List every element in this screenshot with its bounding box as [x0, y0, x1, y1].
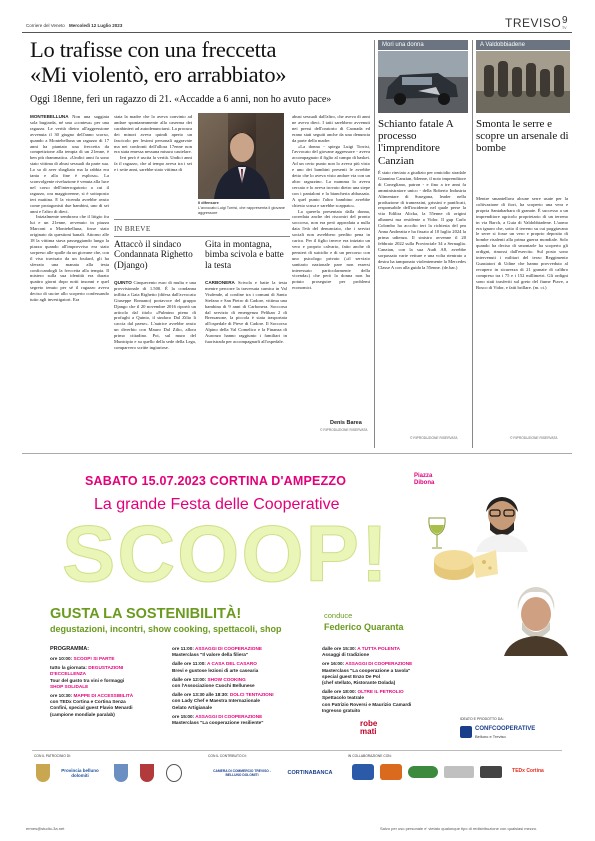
- main-col1-text: Non una saggiata sola bugiarda, né una «contesa» per una ragazza. Le verità dietro all'aggressione avvenuta il 30 giugno dell'anno scorso, quando a Montebelluna un ragazzo di 17 anni ha piantato una freccetta da competizione alla tempia di un 21enne, è ben più drammatica. «Undici anni fa sono stato vittima di abusi sessuali da parte sua. Lo so di aver sbagliato ma la rabbia era tanta e alla fine è esplosa». La sconvolgente rivelazione è venuta alla luce nel corso dell'interrogatorio a cui il ragazzo, ora maggiorenne, si è sottoposto ieri mattina. E la vicenda avrebbe avuto come protagonisti due bambini, uno di sei anni e l'altro di dieci.: [30, 114, 109, 214]
- ad-square: Piazza Dibona: [414, 473, 435, 486]
- side2-text: Mentre smantellava alcune serre usate per la coltivazione di fiori, ha scoperto una vera e propria Santabarbara di granate. È successo a un imprenditore agricolo proprietario di un terreno in via Barch, a Guia di Valdobbiadene. L'uomo era ignaro che, sotto il terreno su cui poggiavano le serre si fosse un vero e proprio deposito di bombe risalenti alla prima guerra mondiale. Solo quando ha deciso di smontarle ha scoperto gli ordigni, rimossi dall'esercito. Sul posto sono intervenuti i militari del terzo Reggimento Guastatori di Udine che hanno provveduto al recupero in sicurezza di 21 granate di calibro compreso tra i 75 e i 152 millimetri. Gli ordigni sono stati trasferiti sul greto del fiume Piave, a Bosco di Vidor, e fatti brillare.: [476, 196, 568, 290]
- main-copyright: © RIPRODUZIONE RISERVATA: [320, 428, 368, 432]
- chef-portrait-icon: [470, 490, 534, 552]
- schedule-event: ASSAGGI DI COOPERAZIONE: [195, 713, 263, 719]
- schedule-time: dalle ore 12:00:: [172, 676, 208, 682]
- side1-copyright: © RIPRODUZIONE RISERVATA: [410, 436, 458, 440]
- brief1-text: Cinquecento euro di multa e una provvisionale di 1.500. È la condanna inflitta a Gaia Righetto (difesa dall'avvocato Giuseppe Romano) portavoce del gruppo Django che il 20 novembre 2016 riportò un articolo dal titolo «Pulmino pieno di profughi a Quinto, il sindaco Dal Zilio li caccia dal paese». L'autrice avrebbe avuto un diverbio con Mauro Dal Zilio, allora primo cittadino. Poi, sul muro del Municipio e su quello della sede della Lega, comparvero scritte ingiuriose.: [114, 280, 196, 350]
- brief2-dateline: CARBONERA: [205, 280, 235, 285]
- page-sub: TV: [562, 26, 567, 30]
- main-headline-2: «Mi violentò, ero arrabbiato»: [30, 62, 287, 87]
- schedule-event: con Patrizio Roversi e Maurizio Camardi: [322, 701, 412, 707]
- paper-date: Mercoledì 12 Luglio 2023: [69, 23, 123, 28]
- main-headline-1: Lo trafisse con una freccetta: [30, 37, 277, 62]
- paper-name: Corriere del Veneto: [26, 23, 65, 28]
- logo-camera-commercio: CAMERA DI COMMERCIO TREVISO - BELLUNO DOLOMITI: [213, 769, 271, 777]
- side1-kicker: Mori una donna: [378, 40, 468, 50]
- schedule-event: SHOW COOKING: [207, 676, 246, 682]
- lawyer-photo: [198, 113, 284, 199]
- schedule-event: Tour del gusto tra vini e formaggi: [50, 677, 125, 683]
- photo-caption-text: L'avvocato Luigi Torrisi, che rappresenta il giovane aggressore: [198, 204, 285, 215]
- schedule-entry: [50, 712, 160, 718]
- schedule-entry: [172, 720, 312, 726]
- logo-tedx: TEDx Cortina: [512, 767, 544, 774]
- ad-host-label: conduce: [324, 611, 353, 620]
- main-col1b-text: Inizialmente sembrava che il litigio fra lui e un 21enne, avvenuto in piazza Marconi a Montebelluna, fosse stato originato da questioni banali. Attorno alle 18 la vittima stava passeggiando lungo la piazza quando all'improvviso era stato sorpreso alle spalle da un giovane che, con il viso travisato da un foulard, gli ha sferrato una manata alla testa conficcandogli la freccetta alla tempia. Il mistero sulla sua identità era durato quattro giorni dopo notti insonni e quel segreto tenuto per sé il ragazzo aveva deciso di uscire allo scoperto confessando tutto agli investigatori. Era: [30, 214, 109, 303]
- ad-date-place: SABATO 15.07.2023 CORTINA D'AMPEZZO: [85, 474, 347, 488]
- sponsor-icon-5: [480, 766, 502, 778]
- ad-brand: SCOOP!: [62, 509, 390, 598]
- ad-activities: degustazioni, incontri, show cooking, spettacoli, shop: [50, 624, 282, 634]
- schedule-event: DOLCI TENTAZIONI: [229, 692, 274, 698]
- main-dateline: MONTEBELLUNA: [30, 114, 69, 119]
- contributo-label: CON IL CONTRIBUTO DI:: [208, 754, 247, 758]
- schedule-event: Masterclass "La cooperazione a tavola": [322, 667, 411, 673]
- sponsor-rule: [32, 750, 562, 751]
- brief2-title: Gita in montagna, bimba scivola e batte la testa: [205, 240, 284, 271]
- schedule-event: SCOOP! SI PARTE: [73, 656, 115, 661]
- schedule-event: ASSAGGI DI COOPERAZIONE: [195, 646, 262, 651]
- schedule-time: dalle ore 13:30 alle 18:30:: [172, 692, 230, 698]
- brief1-body: [114, 280, 196, 446]
- column-separator: [374, 40, 375, 448]
- page-number: 9: [562, 15, 568, 26]
- side2-headline: Smonta le serre e scopre un arsenale di bombe: [476, 118, 569, 155]
- ad-host-name: Federico Quaranta: [324, 622, 404, 632]
- schedule-event: A CASA DEL CASARO: [207, 661, 257, 667]
- schedule-event: special guest Enzo De Pol: [322, 673, 381, 679]
- schedule-event: con l'Associazione Cuochi Bellunese: [172, 683, 255, 689]
- coat-of-arms-icon: [36, 764, 50, 782]
- crest-icon-1: [114, 764, 128, 782]
- sponsor-icon-3: [408, 766, 438, 778]
- photo-caption-title: Il difensore: [198, 200, 219, 205]
- main-col-1: [30, 114, 109, 446]
- ad-programma: PROGRAMMA:: [50, 646, 90, 652]
- side2-copyright: © RIPRODUZIONE RISERVATA: [510, 436, 558, 440]
- schedule-entry: [322, 680, 442, 686]
- main-col-3: [292, 114, 370, 414]
- side2-kicker: A Valdobbiadene: [476, 40, 570, 50]
- ad-ideato-label: IDEATO E PRODOTTO DA:: [460, 717, 504, 721]
- schedule-event: Masterclass "Il valore della filiera": [172, 652, 249, 658]
- schedule-event: Gelato Artigianale: [172, 704, 212, 710]
- ad-festival: La grande Festa delle Cooperative: [94, 496, 340, 513]
- ad-confcoop: CONFCOOPERATIVE: [475, 726, 536, 732]
- schedule-entry: [172, 668, 312, 674]
- main-col3b-text: «La donna - spiega Luigi Torrisi, l'avvocato del giovane aggressore - aveva accompagnato il figlio al campo di basket. Ad un certo punto non lo aveva più visto e uno dei bambini presenti le avrebbe detto che lo aveva visto andare via con un altro ragazzino. La mamma lo aveva cercato e lo aveva trovato dietro una siepe con i pantaloni e la biancheria abbassata. A quel punto l'altro bambino avrebbe chiesto scusa e sarebbe scappato».: [292, 143, 370, 208]
- schedule-event: DEGUSTAZIONI D'ECCELLENZA: [50, 665, 124, 677]
- main-col-2: [114, 114, 192, 214]
- brief2-text: Scivola e batte la testa mentre percorre la traversata carnica in Val Visdende, al confine tra i comuni di Santo Stefano e San Pietro di Cadore, vittima una bambina di 9 anni di Carbonera. Soccorsa dal servizio di emergenza Pelikan 2 di Bressanone, la piccola è stata trasportata all'ospedale di Pieve di Cadore. Il Soccorso Alpino della Val Comelico e la Finanza di Auronzo hanno raggiunto i familiari in fuoristrada per accompagnarli all'ospedale.: [205, 280, 287, 345]
- schedule-event: Ingresso gratuito: [322, 707, 361, 713]
- schedule-entry: [50, 684, 160, 690]
- schedule-event: (campione mondiale paralab): [50, 711, 115, 717]
- schedule-time: ore 10:30:: [50, 693, 74, 699]
- ad-tagline: GUSTA LA SOSTENIBILITÀ!: [50, 606, 242, 622]
- side1-text: È stato rinviato a giudizio per omicidio stradale Giannino Canzian, 64enne, il noto imprenditore di Conegliano, patron - e fino a tre anni fa amministratore unico - della Roberto Industria Alimentare di Susegana, leader nella produzione di tramezzini, grissini e panificati, responsabile dell'incidente nel quale perse la vita Edilira Alicka, la 55enne di origini albanesi ma residente a Vidor. Il gup Carlo Colombo ha accolto ieri la richiesta del pm Anna Andreatta e ha fissato al 10 luglio 2024 la prima udienza. Il sinistro avvenne il 20 febbraio 2022 sulla Provinciale 34 a Sernaglia. Canzian, con la sua Audi A8, avrebbe sorpassato varie vetture e una volta rientrato a destra ha tamponato violentemente la Mercedes Classe A con alla guida la 55enne.: [378, 170, 466, 270]
- host-portrait-icon: [500, 584, 572, 656]
- schedule-time: dalle ore 15:30:: [322, 646, 358, 651]
- sponsor-icon-2: [380, 764, 402, 780]
- schedule-event: (chef stellato, Ristorante Dolada): [322, 680, 396, 686]
- schedule-event: Confini, special guest Flavio Menardi: [50, 705, 133, 711]
- side-separator: [472, 40, 473, 448]
- ad-schedule-col3: [322, 646, 442, 714]
- schedule-time: dalle ore 18:00:: [322, 689, 358, 695]
- in-breve-label: IN BREVE: [114, 224, 151, 233]
- scoop-advertisement: [22, 453, 572, 806]
- side1-body: [378, 170, 466, 432]
- schedule-event: Brevi e gustose lezioni di arte casearia: [172, 667, 259, 673]
- side2-photo: [476, 51, 570, 113]
- brief1-title: Attaccò il sindaco Condannata Righetto (Django): [114, 240, 193, 271]
- ad-schedule-col1: [50, 656, 160, 718]
- logo-cortinabanca: CORTINABANCA: [287, 769, 333, 776]
- schedule-event: con TEDx Cortina e Cortina Senza: [50, 699, 126, 705]
- crash-car-icon: [378, 51, 468, 113]
- schedule-entry: [172, 683, 312, 689]
- schedule-event: MAPPE DI ACCESSIBILITÀ: [73, 693, 134, 699]
- main-col3c-text: La querela presentata dalla donna, corredata anche dei riscontri del pronto soccorso, non era però approdata a nulla data l'età del denunciato, che i servizi sociali non avrebbero perdito pena in carico. Per il figlio invece era iniziato un vero e proprio calvario, fatto anche di pensieri di suicidio e di un percorso con uno psicologo privato («il servizio sanitario nazionale pare non essersi interessato particolarmente della vicenda») che però la donna non ha potuto proseguire per problemi economici.: [292, 208, 370, 291]
- section-title: TREVISO: [505, 16, 562, 30]
- schedule-event: Spettacolo teatrale: [322, 695, 364, 701]
- header-paper: [26, 23, 122, 28]
- ad-chef-photo: [470, 490, 534, 552]
- in-breve-rule: [114, 219, 290, 220]
- footer-right: Salvo per uso personale e' vietato qualunque tipo di redistribuzione con qualsiasi mezzo.: [380, 826, 538, 831]
- schedule-time: dalle ore 11:00:: [172, 661, 208, 667]
- ad-confcoop-sub: Belluno e Treviso: [475, 734, 506, 739]
- schedule-entry: [322, 652, 442, 658]
- schedule-entry: [50, 665, 160, 677]
- schedule-entry: [172, 705, 312, 711]
- schedule-event: A TUTTA POLENTA: [357, 646, 400, 651]
- ad-schedule-col2: [172, 646, 312, 726]
- logo-provincia-belluno: Provincia belluno dolomiti: [61, 768, 99, 778]
- wine-glass-icon: [424, 516, 450, 552]
- side2-body: [476, 196, 568, 434]
- schedule-time: ore 11:00:: [172, 646, 196, 651]
- header-rule: [22, 32, 572, 33]
- side1-signoff: (de.bar.): [442, 264, 458, 270]
- footer-left: ermes@studio-3a.net: [26, 826, 65, 831]
- schedule-event: con Lady Chef e Maestra Internazionale: [172, 698, 261, 704]
- schedule-event: SHOP SOLIDALE: [50, 683, 89, 689]
- lawyer-figure-icon: [198, 113, 284, 199]
- collab-label: IN COLLABORAZIONE CON:: [348, 754, 392, 758]
- patrocinio-label: CON IL PATROCINIO DI:: [34, 754, 71, 758]
- side2-signoff: (m. ct.): [533, 284, 547, 290]
- schedule-entry: [172, 652, 312, 658]
- crest-icon-2: [140, 764, 154, 782]
- side1-photo: [378, 51, 468, 113]
- bombs-icon: [476, 51, 570, 113]
- main-byline: Denis Barea: [330, 420, 362, 426]
- schedule-entry: [322, 708, 442, 714]
- schedule-event: Assaggi di tradizione: [322, 652, 370, 658]
- ad-host-photo: [500, 584, 572, 656]
- brief2-body: [205, 280, 287, 446]
- schedule-event: Masterclass "La cooperazione resiliente": [172, 720, 264, 726]
- side1-headline: Schianto fatale A processo l'imprenditore Canzian: [378, 118, 454, 167]
- main-col2b-text: Ieri però è uscita la verità. Undici anni fa il ragazzo, che al tempo aveva tra i sei e i sette anni, sarebbe stato vittima di: [114, 155, 192, 173]
- schedule-event: ASSAGGI DI COOPERAZIONE: [345, 661, 413, 667]
- schedule-time: ore 10:00:: [50, 656, 74, 661]
- schedule-time: ore 16:00:: [322, 661, 346, 667]
- schedule-time: ore 15:00:: [172, 713, 196, 719]
- brief1-dateline: QUINTO: [114, 280, 132, 285]
- main-col2-text: stata la madre che lo aveva convinto ad andare spontaneamente alla caserma dei carabinieri ad autodenunciarsi. La procura dei minori aveva quindi aperto un fascicolo per lesioni personali aggravate ma nei confronti dell'allora 17enne non era stata emessa nessuna misura cautelare.: [114, 114, 192, 155]
- crest-icon-3: [166, 764, 182, 782]
- schedule-entry: [50, 656, 160, 662]
- confcoop-logo-icon: [460, 726, 472, 738]
- sponsor-icon-1: [352, 764, 374, 780]
- schedule-time: tutto la giornata:: [50, 665, 89, 671]
- main-subhead: Oggi 18enne, ferì un ragazzo di 21. «Accadde a 6 anni, non ho avuto pace»: [30, 94, 332, 105]
- schedule-event: OLTRE IL PETROLIO: [357, 689, 404, 695]
- photo-caption: [198, 201, 288, 216]
- robe-mati-logo: robe mati: [360, 719, 378, 736]
- main-col3-text: abusi sessuali dall'altro, che aveva di anni ne aveva dieci. I tatti sarebbero avvenuti nei pressi dell'oratorio di Caonada ed erano stati seguiti anche da una denuncia da parte della madre.: [292, 114, 370, 143]
- sponsor-icon-4: [444, 766, 474, 778]
